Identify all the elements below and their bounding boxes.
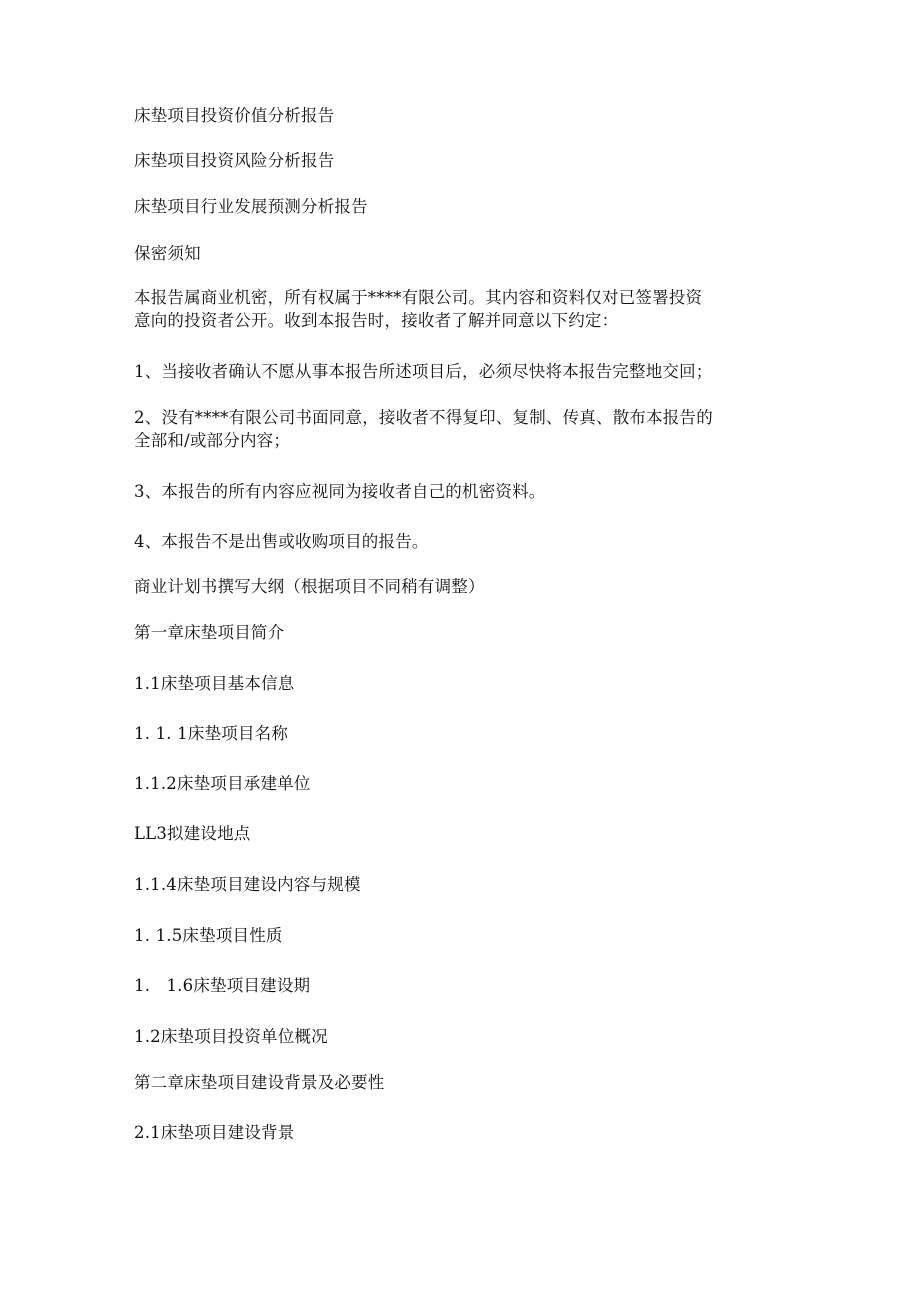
section-1-1-5: 1. 1.5床垫项目性质 bbox=[134, 926, 283, 945]
chapter-2-heading: 第二章床垫项目建设背景及必要性 bbox=[134, 1073, 385, 1092]
section-1-1-1: 1. 1. 1床垫项目名称 bbox=[134, 724, 289, 743]
report-title-investment-value: 床垫项目投资价值分析报告 bbox=[134, 106, 335, 125]
confidentiality-term-1: 1、当接收者确认不愿从事本报告所述项目后，必须尽快将本报告完整地交回； bbox=[134, 362, 713, 381]
report-title-investment-risk: 床垫项目投资风险分析报告 bbox=[134, 151, 335, 170]
section-2-1: 2.1床垫项目建设背景 bbox=[134, 1123, 295, 1142]
confidentiality-heading: 保密须知 bbox=[134, 244, 201, 263]
confidentiality-term-4: 4、本报告不是出售或收购项目的报告。 bbox=[134, 532, 429, 551]
confidentiality-term-3: 3、本报告的所有内容应视同为接收者自己的机密资料。 bbox=[134, 482, 546, 501]
chapter-1-heading: 第一章床垫项目简介 bbox=[134, 623, 285, 642]
section-1-1-2: 1.1.2床垫项目承建单位 bbox=[134, 774, 311, 793]
section-1-1-6: 1. 1.6床垫项目建设期 bbox=[134, 976, 311, 995]
section-1-1-4: 1.1.4床垫项目建设内容与规模 bbox=[134, 875, 361, 894]
confidentiality-term-2: 2、没有****有限公司书面同意，接收者不得复印、复制、传真、散布本报告的 全部和/或部分内容； bbox=[134, 408, 713, 450]
outline-heading: 商业计划书撰写大纲（根据项目不同稍有调整） bbox=[134, 577, 485, 596]
section-1-1: 1.1床垫项目基本信息 bbox=[134, 674, 295, 693]
section-1-2: 1.2床垫项目投资单位概况 bbox=[134, 1027, 328, 1046]
report-title-industry-forecast: 床垫项目行业发展预测分析报告 bbox=[134, 197, 368, 216]
section-1-1-3: LL3拟建设地点 bbox=[134, 824, 251, 843]
confidentiality-intro: 本报告属商业机密，所有权属于****有限公司。其内容和资料仅对已签署投资 意向的投资者公开。收到本报告时，接收者了解并同意以下约定： bbox=[134, 288, 703, 330]
